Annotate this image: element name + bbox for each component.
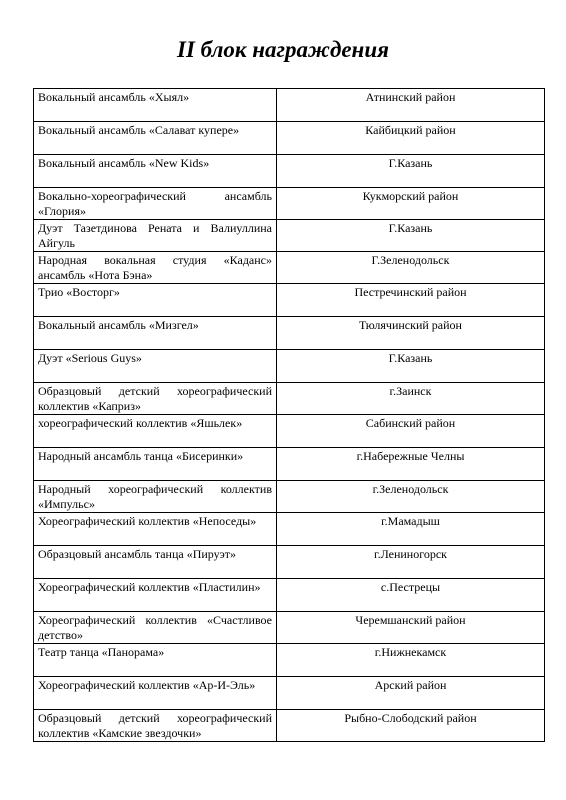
table-row: [34, 448, 545, 481]
ensemble-name-cell: Народный хореографический коллектив «Импульс»: [34, 481, 277, 513]
table-row: [34, 579, 545, 612]
location-cell: с.Пестрецы: [277, 579, 545, 612]
table-row: [34, 546, 545, 579]
ensemble-name-cell: Вокальный ансамбль «Мизгел»: [34, 317, 277, 350]
ensemble-name-cell: Народный ансамбль танца «Бисеринки»: [34, 448, 277, 481]
table-row: [34, 612, 545, 644]
ensemble-name-cell: Вокальный ансамбль «Хыял»: [34, 89, 277, 122]
location-cell: г.Нижнекамск: [277, 644, 545, 677]
location-cell: Черемшанский район: [277, 612, 545, 644]
table-row: [34, 188, 545, 220]
ensemble-name-cell: Вокальный ансамбль «Салават купере»: [34, 122, 277, 155]
location-cell: Г.Казань: [277, 350, 545, 383]
table-row: [34, 317, 545, 350]
table-row: [34, 710, 545, 742]
ensemble-name-cell: Хореографический коллектив «Непоседы»: [34, 513, 277, 546]
table-row: [34, 284, 545, 317]
table-row: [34, 252, 545, 284]
location-cell: г.Мамадыш: [277, 513, 545, 546]
table-row: [34, 350, 545, 383]
location-cell: Рыбно-Слободский район: [277, 710, 545, 742]
location-cell: Кайбицкий район: [277, 122, 545, 155]
table-row: [34, 481, 545, 513]
table-row: [34, 383, 545, 415]
page-title: II блок награждения: [177, 37, 389, 62]
table-row: [34, 122, 545, 155]
location-cell: г.Набережные Челны: [277, 448, 545, 481]
location-cell: Г.Казань: [277, 155, 545, 188]
table-row: [34, 677, 545, 710]
ensemble-name-cell: Хореографический коллектив «Ар-И-Эль»: [34, 677, 277, 710]
table-row: [34, 513, 545, 546]
table-row: [34, 415, 545, 448]
table-row: [34, 89, 545, 122]
ensemble-name-cell: Вокальный ансамбль «New Kids»: [34, 155, 277, 188]
location-cell: Пестречинский район: [277, 284, 545, 317]
location-cell: Г.Казань: [277, 220, 545, 252]
location-cell: г.Зеленодольск: [277, 481, 545, 513]
location-cell: Г.Зеленодольск: [277, 252, 545, 284]
ensemble-name-cell: Дуэт Тазетдинова Рената и Валиуллина Айгуль: [34, 220, 277, 252]
table-row: [34, 644, 545, 677]
location-cell: Тюлячинский район: [277, 317, 545, 350]
location-cell: Сабинский район: [277, 415, 545, 448]
ensemble-name-cell: Вокально-хореографический ансамбль «Глория»: [34, 188, 277, 220]
ensemble-name-cell: Трио «Восторг»: [34, 284, 277, 317]
awards-table-body: [34, 89, 545, 742]
ensemble-name-cell: Образцовый детский хореографический коллектив «Камские звездочки»: [34, 710, 277, 742]
location-cell: г.Заинск: [277, 383, 545, 415]
location-cell: Кукморский район: [277, 188, 545, 220]
ensemble-name-cell: Образцовый ансамбль танца «Пируэт»: [34, 546, 277, 579]
ensemble-name-cell: Театр танца «Панорама»: [34, 644, 277, 677]
location-cell: Атнинский район: [277, 89, 545, 122]
table-row: [34, 220, 545, 252]
ensemble-name-cell: хореографический коллектив «Яшьлек»: [34, 415, 277, 448]
ensemble-name-cell: Дуэт «Serious Guys»: [34, 350, 277, 383]
ensemble-name-cell: Хореографический коллектив «Счастливое детство»: [34, 612, 277, 644]
table-row: [34, 155, 545, 188]
ensemble-name-cell: Народная вокальная студия «Каданс» ансамбль «Нота Бэна»: [34, 252, 277, 284]
ensemble-name-cell: Хореографический коллектив «Пластилин»: [34, 579, 277, 612]
awards-table: [33, 88, 545, 742]
location-cell: г.Лениногорск: [277, 546, 545, 579]
location-cell: Арский район: [277, 677, 545, 710]
ensemble-name-cell: Образцовый детский хореографический коллектив «Каприз»: [34, 383, 277, 415]
